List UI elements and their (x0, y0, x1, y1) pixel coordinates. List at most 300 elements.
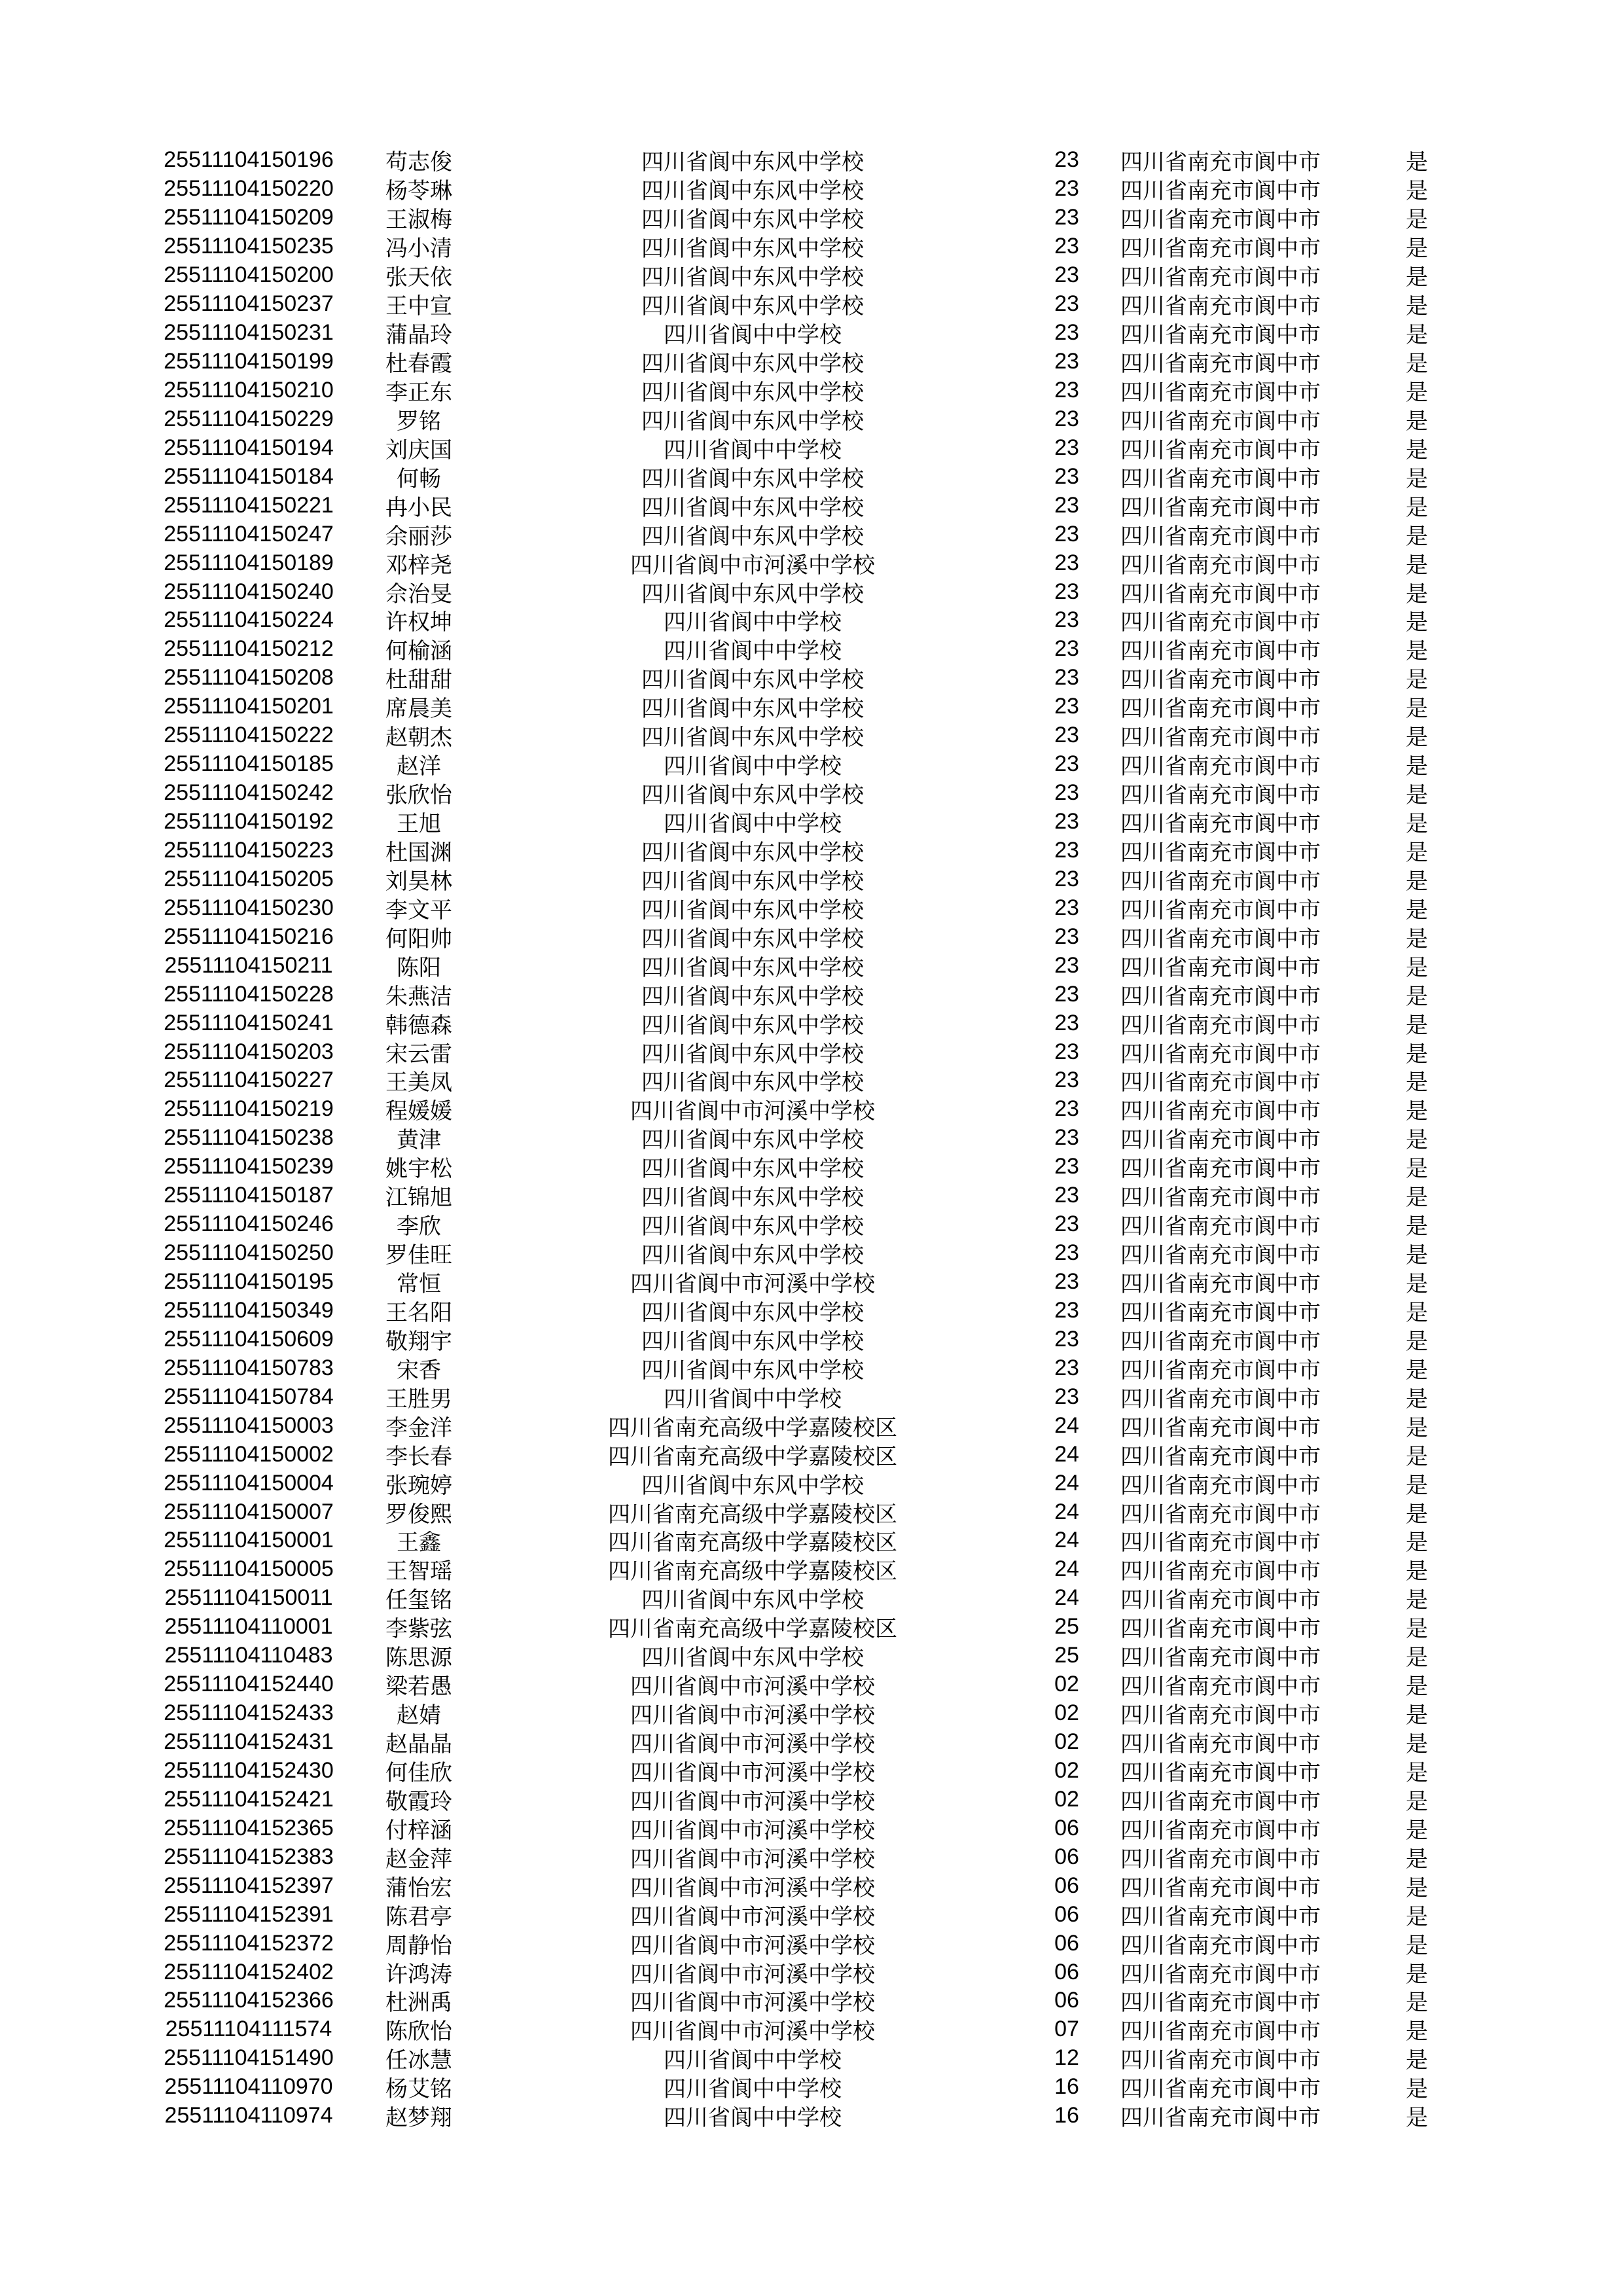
school-cell: 四川省南充高级中学嘉陵校区 (608, 1501, 897, 1527)
region-cell: 四川省南充市阆中市 (1120, 150, 1321, 175)
school-cell: 四川省阆中东风中学校 (641, 725, 864, 751)
class-number-cell: 02 (1054, 1700, 1079, 1726)
student-name-cell: 李欣 (397, 1214, 441, 1240)
exam-id-cell: 25511104150784 (164, 1384, 334, 1409)
flag-cell: 是 (1406, 437, 1428, 463)
school-cell: 四川省阆中市河溪中学校 (630, 2019, 875, 2045)
region-cell: 四川省南充市阆中市 (1120, 1185, 1321, 1211)
student-name-cell: 杨艾铭 (385, 2077, 452, 2102)
exam-id-cell: 25511104150222 (164, 723, 334, 748)
school-cell: 四川省阆中东风中学校 (641, 668, 864, 693)
flag-cell: 是 (1406, 1674, 1428, 1700)
flag-cell: 是 (1406, 524, 1428, 549)
flag-cell: 是 (1406, 1703, 1428, 1729)
class-number-cell: 23 (1054, 895, 1079, 920)
table-row (0, 1210, 1505, 1239)
exam-id-cell: 25511104152402 (164, 1959, 334, 1984)
flag-cell: 是 (1406, 1214, 1428, 1240)
table-row (0, 922, 1505, 951)
region-cell: 四川省南充市阆中市 (1120, 524, 1321, 549)
table-row (0, 1411, 1505, 1440)
student-name-cell: 赵金萍 (385, 1846, 452, 1872)
exam-id-cell: 25511104150196 (164, 147, 334, 173)
school-cell: 四川省阆中东风中学校 (641, 1185, 864, 1211)
exam-id-cell: 25511104152440 (164, 1672, 334, 1697)
exam-id-cell: 25511104150246 (164, 1211, 334, 1237)
table-row (0, 232, 1505, 261)
region-cell: 四川省南充市阆中市 (1120, 725, 1321, 751)
region-cell: 四川省南充市阆中市 (1120, 840, 1321, 865)
region-cell: 四川省南充市阆中市 (1120, 1962, 1321, 1987)
student-name-cell: 李正东 (385, 380, 452, 405)
flag-cell: 是 (1406, 668, 1428, 693)
region-cell: 四川省南充市阆中市 (1120, 1933, 1321, 1958)
region-cell: 四川省南充市阆中市 (1120, 380, 1321, 405)
region-cell: 四川省南充市阆中市 (1120, 1386, 1321, 1412)
table-row (0, 376, 1505, 405)
school-cell: 四川省阆中市河溪中学校 (630, 1789, 875, 1814)
region-cell: 四川省南充市阆中市 (1120, 869, 1321, 894)
table-row (0, 1785, 1505, 1814)
school-cell: 四川省阆中市河溪中学校 (630, 1674, 875, 1700)
class-number-cell: 02 (1054, 1786, 1079, 1812)
student-name-cell: 刘庆国 (385, 437, 452, 463)
class-number-cell: 23 (1054, 694, 1079, 719)
region-cell: 四川省南充市阆中市 (1120, 2077, 1321, 2102)
student-name-cell: 杨苓琳 (385, 179, 452, 204)
class-number-cell: 07 (1054, 2017, 1079, 2042)
class-number-cell: 23 (1054, 1297, 1079, 1323)
exam-id-cell: 25511104150195 (164, 1269, 334, 1295)
exam-id-cell: 25511104152433 (164, 1700, 334, 1726)
student-name-cell: 许鸿涛 (385, 1962, 452, 1987)
table-row (0, 548, 1505, 577)
flag-cell: 是 (1406, 1846, 1428, 1872)
table-row (0, 1584, 1505, 1613)
region-cell: 四川省南充市阆中市 (1120, 265, 1321, 291)
table-row (0, 2073, 1505, 2102)
student-name-cell: 张欣怡 (385, 783, 452, 808)
school-cell: 四川省阆中市河溪中学校 (630, 1990, 875, 2016)
class-number-cell: 23 (1054, 1240, 1079, 1266)
student-name-cell: 周静怡 (385, 1933, 452, 1958)
table-row (0, 146, 1505, 175)
class-number-cell: 23 (1054, 665, 1079, 691)
flag-cell: 是 (1406, 351, 1428, 377)
exam-id-cell: 25511104150227 (164, 1067, 334, 1093)
class-number-cell: 24 (1054, 1441, 1079, 1467)
exam-id-cell: 25511104150001 (164, 1528, 334, 1553)
student-name-cell: 陈思源 (385, 1645, 452, 1671)
exam-id-cell: 25511104150216 (164, 924, 334, 949)
region-cell: 四川省南充市阆中市 (1120, 1818, 1321, 1843)
region-cell: 四川省南充市阆中市 (1120, 668, 1321, 693)
region-cell: 四川省南充市阆中市 (1120, 1617, 1321, 1642)
flag-cell: 是 (1406, 1329, 1428, 1354)
flag-cell: 是 (1406, 1357, 1428, 1383)
table-row (0, 1613, 1505, 1641)
table-row (0, 462, 1505, 491)
table-row (0, 1555, 1505, 1584)
school-cell: 四川省阆中中学校 (664, 2077, 842, 2102)
class-number-cell: 23 (1054, 1183, 1079, 1208)
class-number-cell: 23 (1054, 521, 1079, 547)
exam-id-cell: 25511104150241 (164, 1010, 334, 1035)
school-cell: 四川省阆中市河溪中学校 (630, 1272, 875, 1297)
class-number-cell: 23 (1054, 262, 1079, 288)
school-cell: 四川省南充高级中学嘉陵校区 (608, 1530, 897, 1556)
region-cell: 四川省南充市阆中市 (1120, 1732, 1321, 1757)
flag-cell: 是 (1406, 1760, 1428, 1785)
student-name-cell: 敬翔宇 (385, 1329, 452, 1354)
region-cell: 四川省南充市阆中市 (1120, 2106, 1321, 2131)
class-number-cell: 23 (1054, 435, 1079, 460)
exam-id-cell: 25511104150189 (164, 550, 334, 575)
class-number-cell: 23 (1054, 147, 1079, 173)
exam-id-cell: 25511104150209 (164, 205, 334, 230)
table-row (0, 1670, 1505, 1699)
school-cell: 四川省阆中市河溪中学校 (630, 1818, 875, 1843)
table-row (0, 433, 1505, 462)
class-number-cell: 23 (1054, 780, 1079, 806)
school-cell: 四川省阆中东风中学校 (641, 1645, 864, 1671)
table-row (0, 1469, 1505, 1498)
region-cell: 四川省南充市阆中市 (1120, 1444, 1321, 1469)
exam-id-cell: 25511104150005 (164, 1556, 334, 1582)
student-name-cell: 王名阳 (385, 1300, 452, 1325)
class-number-cell: 23 (1054, 952, 1079, 978)
class-number-cell: 23 (1054, 406, 1079, 431)
table-row (0, 1268, 1505, 1297)
flag-cell: 是 (1406, 1588, 1428, 1613)
exam-id-cell: 25511104150247 (164, 521, 334, 547)
school-cell: 四川省阆中市河溪中学校 (630, 1099, 875, 1124)
flag-cell: 是 (1406, 2048, 1428, 2073)
school-cell: 四川省阆中市河溪中学校 (630, 1904, 875, 1929)
flag-cell: 是 (1406, 1157, 1428, 1182)
exam-id-cell: 25511104150235 (164, 234, 334, 259)
student-name-cell: 韩德森 (385, 1013, 452, 1038)
region-cell: 四川省南充市阆中市 (1120, 812, 1321, 837)
school-cell: 四川省阆中市河溪中学校 (630, 1933, 875, 1958)
table-row (0, 1814, 1505, 1842)
school-cell: 四川省阆中东风中学校 (641, 581, 864, 607)
student-name-cell: 何榆涵 (385, 639, 452, 664)
region-cell: 四川省南充市阆中市 (1120, 1588, 1321, 1613)
class-number-cell: 12 (1054, 2045, 1079, 2071)
class-number-cell: 16 (1054, 2103, 1079, 2128)
region-cell: 四川省南充市阆中市 (1120, 1041, 1321, 1067)
school-cell: 四川省阆中市河溪中学校 (630, 1846, 875, 1872)
student-name-cell: 程媛媛 (385, 1099, 452, 1124)
exam-id-cell: 25511104152391 (164, 1901, 334, 1927)
flag-cell: 是 (1406, 984, 1428, 1009)
region-cell: 四川省南充市阆中市 (1120, 984, 1321, 1009)
flag-cell: 是 (1406, 1444, 1428, 1469)
flag-cell: 是 (1406, 495, 1428, 520)
school-cell: 四川省阆中东风中学校 (641, 984, 864, 1009)
student-name-cell: 杜洲禹 (385, 1990, 452, 2016)
school-cell: 四川省阆中中学校 (664, 1386, 842, 1412)
exam-id-cell: 25511104150230 (164, 895, 334, 920)
table-row (0, 2102, 1505, 2130)
school-cell: 四川省阆中中学校 (664, 437, 842, 463)
class-number-cell: 06 (1054, 1959, 1079, 1984)
school-cell: 四川省南充高级中学嘉陵校区 (608, 1559, 897, 1585)
school-cell: 四川省阆中中学校 (664, 639, 842, 664)
school-cell: 四川省阆中东风中学校 (641, 1041, 864, 1067)
table-row (0, 1728, 1505, 1757)
class-number-cell: 23 (1054, 924, 1079, 949)
school-cell: 四川省阆中东风中学校 (641, 897, 864, 923)
school-cell: 四川省阆中东风中学校 (641, 1473, 864, 1498)
region-cell: 四川省南充市阆中市 (1120, 2019, 1321, 2045)
table-row (0, 1382, 1505, 1411)
table-row (0, 1037, 1505, 1066)
class-number-cell: 25 (1054, 1643, 1079, 1668)
class-number-cell: 06 (1054, 1873, 1079, 1898)
flag-cell: 是 (1406, 1732, 1428, 1757)
region-cell: 四川省南充市阆中市 (1120, 1329, 1321, 1354)
flag-cell: 是 (1406, 1185, 1428, 1211)
school-cell: 四川省阆中东风中学校 (641, 869, 864, 894)
exam-id-cell: 25511104110001 (164, 1614, 333, 1640)
region-cell: 四川省南充市阆中市 (1120, 1904, 1321, 1929)
flag-cell: 是 (1406, 955, 1428, 980)
student-name-cell: 陈欣怡 (385, 2019, 452, 2045)
region-cell: 四川省南充市阆中市 (1120, 466, 1321, 492)
school-cell: 四川省阆中东风中学校 (641, 1329, 864, 1354)
flag-cell: 是 (1406, 1530, 1428, 1556)
flag-cell: 是 (1406, 840, 1428, 865)
flag-cell: 是 (1406, 1501, 1428, 1527)
region-cell: 四川省南充市阆中市 (1120, 1099, 1321, 1124)
class-number-cell: 23 (1054, 981, 1079, 1007)
class-number-cell: 23 (1054, 234, 1079, 259)
student-name-cell: 赵洋 (397, 754, 441, 780)
exam-id-cell: 25511104150203 (164, 1039, 334, 1064)
school-cell: 四川省阆中中学校 (664, 754, 842, 780)
exam-id-cell: 25511104150200 (164, 262, 334, 288)
table-row (0, 2044, 1505, 2073)
student-name-cell: 王中宣 (385, 294, 452, 319)
region-cell: 四川省南充市阆中市 (1120, 1875, 1321, 1901)
school-cell: 四川省阆中东风中学校 (641, 1214, 864, 1240)
flag-cell: 是 (1406, 1243, 1428, 1268)
exam-id-cell: 25511104150220 (164, 176, 334, 202)
class-number-cell: 23 (1054, 1067, 1079, 1093)
student-name-cell: 张天依 (385, 265, 452, 291)
table-row (0, 1871, 1505, 1900)
flag-cell: 是 (1406, 236, 1428, 262)
class-number-cell: 06 (1054, 1815, 1079, 1840)
school-cell: 四川省阆中中学校 (664, 812, 842, 837)
class-number-cell: 23 (1054, 1010, 1079, 1035)
school-cell: 四川省阆中东风中学校 (641, 1243, 864, 1268)
table-row (0, 1440, 1505, 1469)
student-name-cell: 罗俊熙 (385, 1501, 452, 1527)
school-cell: 四川省阆中东风中学校 (641, 1070, 864, 1096)
student-name-cell: 杜国渊 (385, 840, 452, 865)
student-name-cell: 何畅 (397, 466, 441, 492)
student-name-cell: 何阳帅 (385, 926, 452, 952)
flag-cell: 是 (1406, 1933, 1428, 1958)
class-number-cell: 23 (1054, 751, 1079, 777)
flag-cell: 是 (1406, 897, 1428, 923)
table-row (0, 1699, 1505, 1728)
flag-cell: 是 (1406, 265, 1428, 291)
exam-id-cell: 25511104110974 (164, 2103, 333, 2128)
table-row (0, 290, 1505, 319)
table-row (0, 1354, 1505, 1382)
region-cell: 四川省南充市阆中市 (1120, 1530, 1321, 1556)
flag-cell: 是 (1406, 1070, 1428, 1096)
school-cell: 四川省南充高级中学嘉陵校区 (608, 1444, 897, 1469)
school-cell: 四川省阆中东风中学校 (641, 408, 864, 434)
school-cell: 四川省阆中东风中学校 (641, 495, 864, 520)
flag-cell: 是 (1406, 1300, 1428, 1325)
exam-id-cell: 25511104110483 (164, 1643, 333, 1668)
class-number-cell: 23 (1054, 1326, 1079, 1352)
student-name-cell: 李金洋 (385, 1415, 452, 1441)
class-number-cell: 23 (1054, 1096, 1079, 1122)
exam-id-cell: 25511104152372 (164, 1930, 334, 1956)
class-number-cell: 23 (1054, 607, 1079, 633)
school-cell: 四川省阆中东风中学校 (641, 380, 864, 405)
region-cell: 四川省南充市阆中市 (1120, 1990, 1321, 2016)
student-name-cell: 杜甜甜 (385, 668, 452, 693)
region-cell: 四川省南充市阆中市 (1120, 783, 1321, 808)
flag-cell: 是 (1406, 610, 1428, 636)
student-name-cell: 罗铭 (397, 408, 441, 434)
exam-id-cell: 25511104152430 (164, 1757, 334, 1783)
school-cell: 四川省阆中东风中学校 (641, 1157, 864, 1182)
table-row (0, 893, 1505, 922)
exam-id-cell: 25511104111574 (165, 2017, 332, 2042)
class-number-cell: 24 (1054, 1585, 1079, 1611)
flag-cell: 是 (1406, 1990, 1428, 2016)
student-name-cell: 李文平 (385, 897, 452, 923)
student-name-cell: 宋香 (397, 1357, 441, 1383)
class-number-cell: 23 (1054, 1269, 1079, 1295)
table-row (0, 204, 1505, 232)
table-row (0, 175, 1505, 204)
exam-id-cell: 25511104152365 (164, 1815, 334, 1840)
table-row (0, 319, 1505, 348)
table-row (0, 1526, 1505, 1555)
exam-id-cell: 25511104150231 (164, 320, 334, 346)
school-cell: 四川省阆中东风中学校 (641, 236, 864, 262)
flag-cell: 是 (1406, 1128, 1428, 1153)
exam-id-cell: 25511104150002 (164, 1441, 334, 1467)
flag-cell: 是 (1406, 1818, 1428, 1843)
table-row (0, 1498, 1505, 1526)
student-name-cell: 蒲怡宏 (385, 1875, 452, 1901)
flag-cell: 是 (1406, 812, 1428, 837)
exam-id-cell: 25511104150199 (164, 349, 334, 374)
region-cell: 四川省南充市阆中市 (1120, 897, 1321, 923)
flag-cell: 是 (1406, 1099, 1428, 1124)
region-cell: 四川省南充市阆中市 (1120, 1157, 1321, 1182)
region-cell: 四川省南充市阆中市 (1120, 1070, 1321, 1096)
school-cell: 四川省阆中市河溪中学校 (630, 1875, 875, 1901)
school-cell: 四川省阆中市河溪中学校 (630, 1732, 875, 1757)
class-number-cell: 24 (1054, 1556, 1079, 1582)
class-number-cell: 24 (1054, 1499, 1079, 1524)
student-name-cell: 任冰慧 (385, 2048, 452, 2073)
region-cell: 四川省南充市阆中市 (1120, 1645, 1321, 1671)
class-number-cell: 25 (1054, 1614, 1079, 1640)
exam-id-cell: 25511104110970 (164, 2074, 333, 2100)
region-cell: 四川省南充市阆中市 (1120, 1214, 1321, 1240)
region-cell: 四川省南充市阆中市 (1120, 2048, 1321, 2073)
student-name-cell: 王淑梅 (385, 207, 452, 233)
student-name-cell: 李长春 (385, 1444, 452, 1469)
school-cell: 四川省阆中东风中学校 (641, 1357, 864, 1383)
region-cell: 四川省南充市阆中市 (1120, 1128, 1321, 1153)
flag-cell: 是 (1406, 1617, 1428, 1642)
exam-id-cell: 25511104150349 (164, 1297, 334, 1323)
region-cell: 四川省南充市阆中市 (1120, 323, 1321, 348)
school-cell: 四川省阆中东风中学校 (641, 1013, 864, 1038)
table-row (0, 1929, 1505, 1958)
student-name-cell: 蒲晶玲 (385, 323, 452, 348)
flag-cell: 是 (1406, 207, 1428, 233)
school-cell: 四川省阆中东风中学校 (641, 1588, 864, 1613)
exam-id-cell: 25511104150223 (164, 837, 334, 863)
school-cell: 四川省阆中东风中学校 (641, 179, 864, 204)
school-cell: 四川省阆中东风中学校 (641, 265, 864, 291)
region-cell: 四川省南充市阆中市 (1120, 1789, 1321, 1814)
student-name-cell: 赵晶晶 (385, 1732, 452, 1757)
class-number-cell: 06 (1054, 1901, 1079, 1927)
table-row (0, 692, 1505, 721)
exam-id-cell: 25511104150783 (164, 1355, 334, 1380)
exam-id-cell: 25511104150184 (164, 463, 334, 489)
school-cell: 四川省阆中东风中学校 (641, 524, 864, 549)
exam-id-cell: 25511104150185 (164, 751, 334, 777)
table-row (0, 951, 1505, 980)
flag-cell: 是 (1406, 581, 1428, 607)
exam-id-cell: 25511104150194 (164, 435, 334, 460)
flag-cell: 是 (1406, 179, 1428, 204)
table-row (0, 1900, 1505, 1929)
class-number-cell: 16 (1054, 2074, 1079, 2100)
table-row (0, 404, 1505, 433)
flag-cell: 是 (1406, 466, 1428, 492)
region-cell: 四川省南充市阆中市 (1120, 437, 1321, 463)
region-cell: 四川省南充市阆中市 (1120, 1357, 1321, 1383)
exam-id-cell: 25511104150221 (164, 492, 334, 518)
student-name-cell: 冉小民 (385, 495, 452, 520)
class-number-cell: 23 (1054, 377, 1079, 403)
region-cell: 四川省南充市阆中市 (1120, 754, 1321, 780)
region-cell: 四川省南充市阆中市 (1120, 1243, 1321, 1268)
exam-id-cell: 25511104152421 (164, 1786, 334, 1812)
school-cell: 四川省阆中东风中学校 (641, 351, 864, 377)
flag-cell: 是 (1406, 2019, 1428, 2045)
table-row (0, 1958, 1505, 1986)
class-number-cell: 23 (1054, 550, 1079, 575)
flag-cell: 是 (1406, 926, 1428, 952)
class-number-cell: 23 (1054, 1039, 1079, 1064)
exam-id-cell: 25511104150229 (164, 406, 334, 431)
table-row (0, 1297, 1505, 1325)
class-number-cell: 23 (1054, 176, 1079, 202)
exam-id-cell: 25511104150205 (164, 866, 334, 891)
table-row (0, 779, 1505, 808)
exam-id-cell: 25511104150242 (164, 780, 334, 806)
